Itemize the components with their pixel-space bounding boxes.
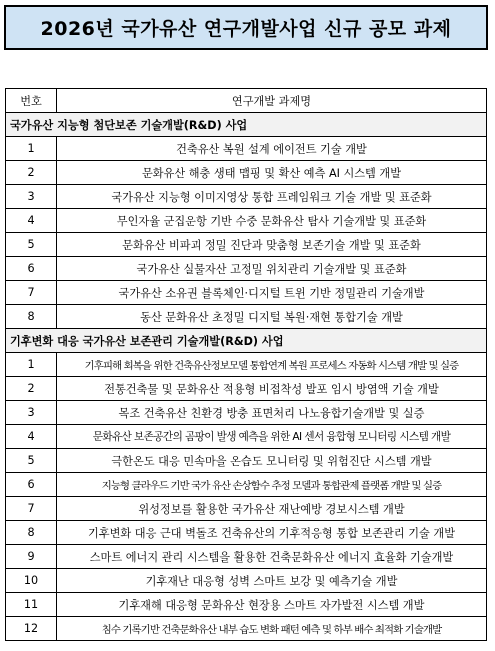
row-project-name: 무인자율 군집운항 기반 수중 문화유산 탐사 기술개발 및 표준화: [57, 209, 487, 233]
table-header-row: [6, 89, 487, 113]
table-row: [6, 257, 487, 281]
table-row: [6, 473, 487, 497]
row-project-name: 침수 기록기반 건축문화유산 내부 습도 변화 패턴 예측 및 하부 배수 최적화 기술개발: [57, 617, 487, 641]
table-row: [6, 353, 487, 377]
table-row: [6, 401, 487, 425]
row-project-name: 위성정보를 활용한 국가유산 재난예방 경보시스템 개발: [57, 497, 487, 521]
row-number: 10: [6, 569, 57, 593]
row-project-name: 기후재난 대응형 성벽 스마트 보강 및 예측기술 개발: [57, 569, 487, 593]
section-heading: 기후변화 대응 국가유산 보존관리 기술개발(R&D) 사업: [6, 329, 487, 353]
row-project-name: 국가유산 실물자산 고정밀 위치관리 기술개발 및 표준화: [57, 257, 487, 281]
row-number: 3: [6, 185, 57, 209]
row-number: 7: [6, 497, 57, 521]
row-number: 2: [6, 377, 57, 401]
row-number: 2: [6, 161, 57, 185]
row-number: 5: [6, 449, 57, 473]
page-title: 2026년 국가유산 연구개발사업 신규 공모 과제: [4, 5, 488, 50]
row-number: 12: [6, 617, 57, 641]
row-project-name: 문화유산 보존공간의 곰팡이 발생 예측을 위한 AI 센서 융합형 모니터링 시스템 개발: [57, 425, 487, 449]
row-number: 9: [6, 545, 57, 569]
project-table: [5, 88, 487, 641]
table-row: [6, 377, 487, 401]
row-project-name: 동산 문화유산 초정밀 디지털 복원·재현 통합기술 개발: [57, 305, 487, 329]
row-number: 6: [6, 257, 57, 281]
row-number: 8: [6, 305, 57, 329]
table-row: [6, 185, 487, 209]
row-project-name: 기후변화 대응 근대 벽돌조 건축유산의 기후적응형 통합 보존관리 기술 개발: [57, 521, 487, 545]
table-body: [6, 113, 487, 641]
header-project-name: 연구개발 과제명: [57, 89, 487, 113]
row-project-name: 건축유산 복원 설계 에이전트 기술 개발: [57, 137, 487, 161]
table-row: [6, 449, 487, 473]
row-project-name: 기후피해 회복을 위한 건축유산정보모델 통합연계 복원 프로세스 자동화 시스템 개발 및 실증: [57, 353, 487, 377]
table-row: [6, 617, 487, 641]
table-row: [6, 425, 487, 449]
section-heading: 국가유산 지능형 첨단보존 기술개발(R&D) 사업: [6, 113, 487, 137]
row-project-name: 스마트 에너지 관리 시스템을 활용한 건축문화유산 에너지 효율화 기술개발: [57, 545, 487, 569]
row-number: 4: [6, 425, 57, 449]
row-project-name: 국가유산 지능형 이미지영상 통합 프레임워크 기술 개발 및 표준화: [57, 185, 487, 209]
table-row: [6, 593, 487, 617]
row-project-name: 목조 건축유산 친환경 방충 표면처리 나노융합기술개발 및 실증: [57, 401, 487, 425]
table-row: [6, 281, 487, 305]
row-project-name: 지능형 클라우드 기반 국가 유산 손상함수 추정 모델과 통합관제 플랫폼 개발 및 실증: [57, 473, 487, 497]
row-project-name: 극한온도 대응 민속마을 온습도 모니터링 및 위험진단 시스템 개발: [57, 449, 487, 473]
row-number: 7: [6, 281, 57, 305]
row-project-name: 전통건축물 및 문화유산 적용형 비접착성 발포 임시 방염액 기술 개발: [57, 377, 487, 401]
table-row: [6, 161, 487, 185]
table-row: [6, 305, 487, 329]
table-row: [6, 209, 487, 233]
table-row: [6, 545, 487, 569]
row-number: 3: [6, 401, 57, 425]
row-number: 6: [6, 473, 57, 497]
row-number: 1: [6, 137, 57, 161]
section-heading-row: [6, 329, 487, 353]
row-project-name: 국가유산 소유권 블록체인·디지털 트윈 기반 정밀관리 기술개발: [57, 281, 487, 305]
table-row: [6, 521, 487, 545]
section-heading-row: [6, 113, 487, 137]
row-number: 8: [6, 521, 57, 545]
row-project-name: 기후재해 대응형 문화유산 현장용 스마트 자가발전 시스템 개발: [57, 593, 487, 617]
row-number: 1: [6, 353, 57, 377]
table-row: [6, 233, 487, 257]
table-row: [6, 569, 487, 593]
row-number: 5: [6, 233, 57, 257]
table-row: [6, 497, 487, 521]
row-number: 11: [6, 593, 57, 617]
row-project-name: 문화유산 해충 생태 맵핑 및 확산 예측 AI 시스템 개발: [57, 161, 487, 185]
row-number: 4: [6, 209, 57, 233]
header-number: 번호: [6, 89, 57, 113]
row-project-name: 문화유산 비파괴 정밀 진단과 맞춤형 보존기술 개발 및 표준화: [57, 233, 487, 257]
table-row: [6, 137, 487, 161]
